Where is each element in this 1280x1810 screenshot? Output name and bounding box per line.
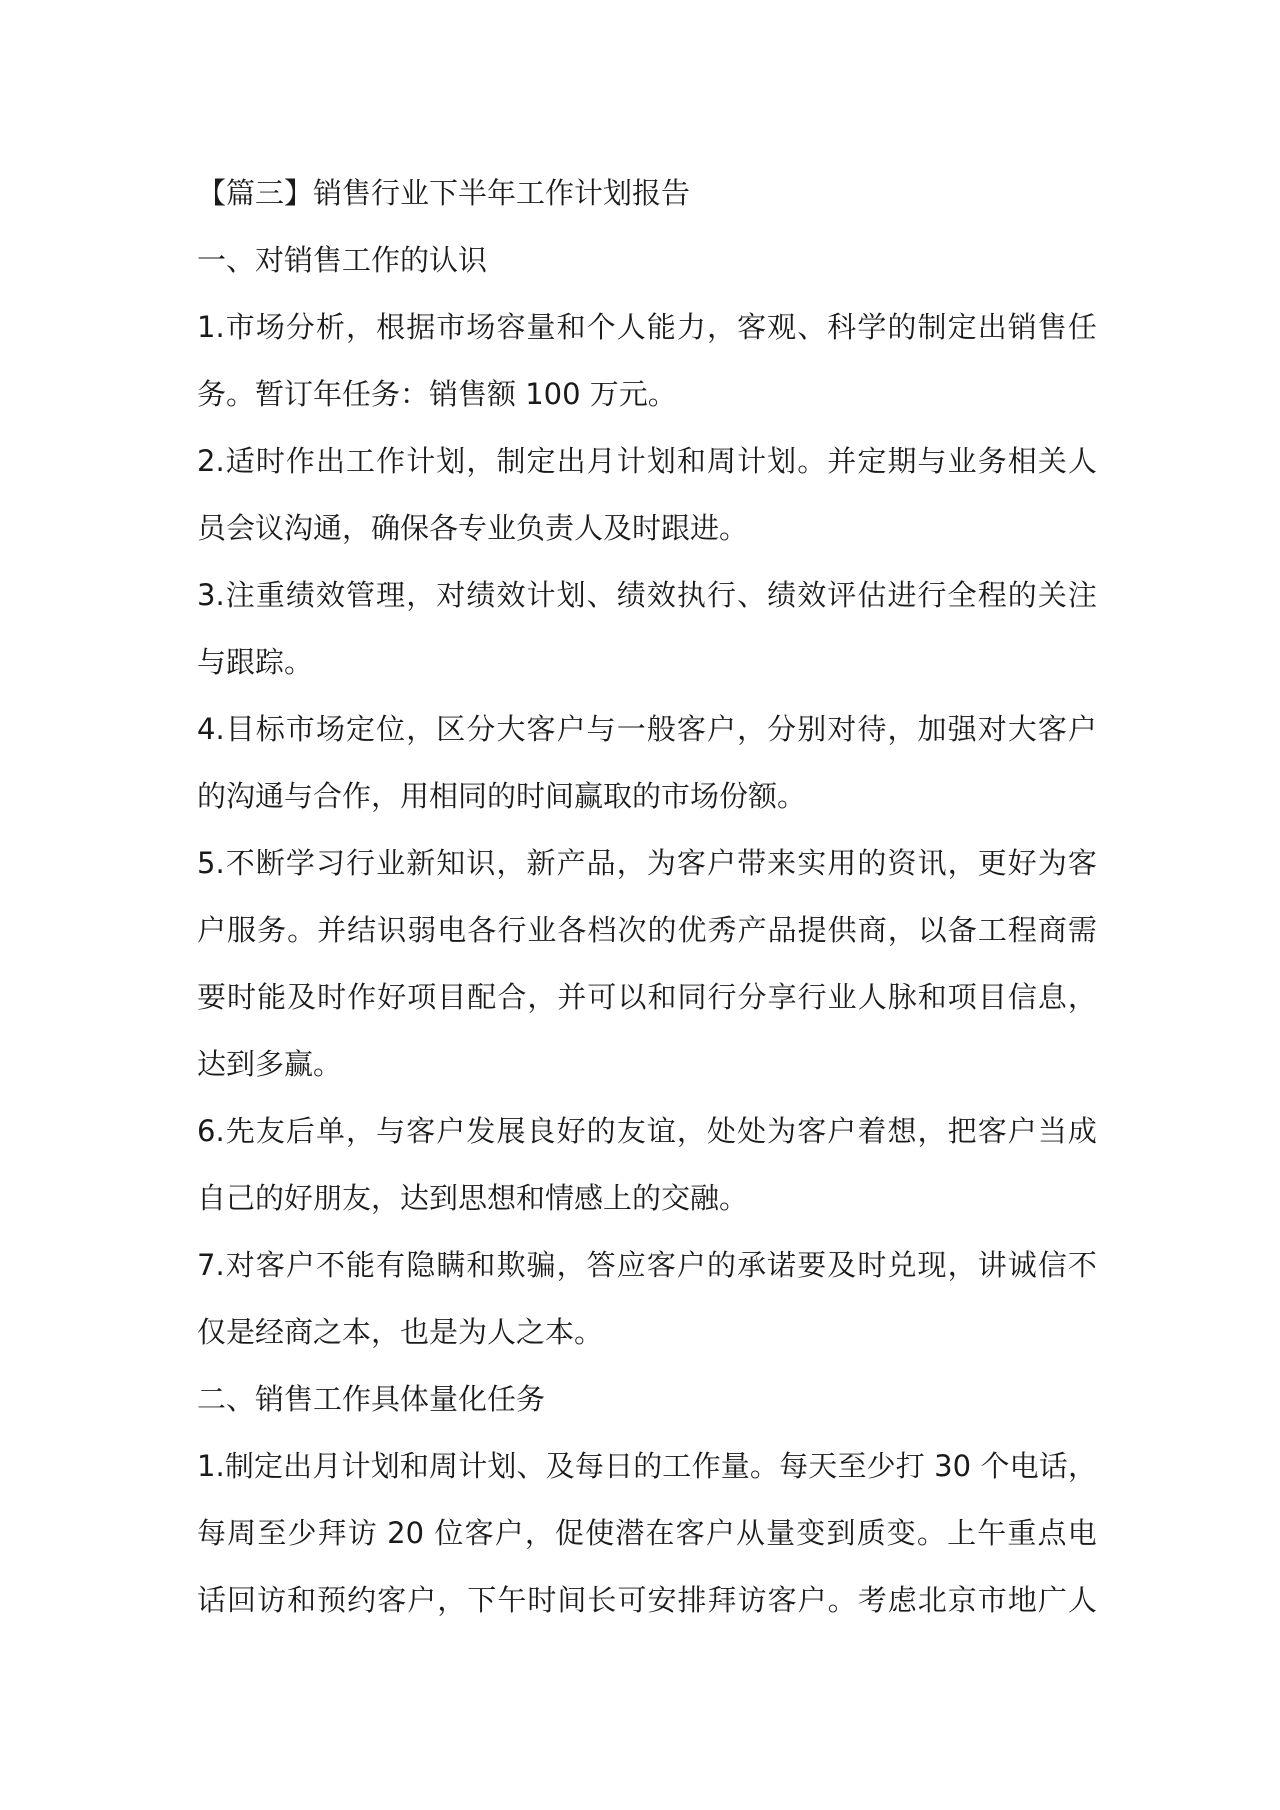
text-line: 务。暂订年任务：销售额 100 万元。 bbox=[197, 377, 677, 411]
text-line: 的沟通与合作，用相同的时间赢取的市场份额。 bbox=[197, 779, 807, 813]
text-line: 1. 制 定 出 月 计 划 和 周 计 划 、 及 每 日 的 工 作 量 。 每 天 至 少 打 30 个 电 话 ， bbox=[197, 1449, 1097, 1483]
text-line: 员会议沟通，确保各专业负责人及时跟进。 bbox=[197, 511, 749, 545]
text-line: 自己的好朋友，达到思想和情感上的交融。 bbox=[197, 1181, 749, 1215]
text-line: 2. 适 时 作 出 工 作 计 划 ， 制 定 出 月 计 划 和 周 计 划 。 并 定 期 与 业 务 相 关 人 bbox=[197, 444, 1097, 478]
text-line: 每 周 至 少 拜 访 20 位 客 户 ， 促 使 潜 在 客 户 从 量 变 到 质 变 。 上 午 重 点 电 bbox=[197, 1516, 1097, 1550]
document-title: 【篇三】销售行业下半年工作计划报告 bbox=[197, 176, 691, 210]
text-line: 达到多赢。 bbox=[197, 1047, 343, 1081]
text-line: 5. 不 断 学 习 行 业 新 知 识 ， 新 产 品 ， 为 客 户 带 来 实 用 的 资 讯 ， 更 好 为 客 bbox=[197, 846, 1097, 880]
text-line: 3. 注 重 绩 效 管 理 ， 对 绩 效 计 划 、 绩 效 执 行 、 绩 效 评 估 进 行 全 程 的 关 注 bbox=[197, 578, 1097, 612]
text-line: 一、对销售工作的认识 bbox=[197, 243, 488, 277]
text-line: 7. 对 客 户 不 能 有 隐 瞒 和 欺 骗 ， 答 应 客 户 的 承 诺 要 及 时 兑 现 ， 讲 诚 信 不 bbox=[197, 1248, 1097, 1282]
text-line: 要 时 能 及 时 作 好 项 目 配 合 ， 并 可 以 和 同 行 分 享 行 业 人 脉 和 项 目 信 息 ， bbox=[197, 980, 1097, 1014]
text-line: 仅是经商之本，也是为人之本。 bbox=[197, 1315, 604, 1349]
text-line: 话 回 访 和 预 约 客 户 ， 下 午 时 间 长 可 安 排 拜 访 客 户 。 考 虑 北 京 市 地 广 人 bbox=[197, 1583, 1097, 1617]
text-line: 6. 先 友 后 单 ， 与 客 户 发 展 良 好 的 友 谊 ， 处 处 为 客 户 着 想 ， 把 客 户 当 成 bbox=[197, 1114, 1097, 1148]
document-body bbox=[197, 160, 1097, 1634]
text-line: 4. 目 标 市 场 定 位 ， 区 分 大 客 户 与 一 般 客 户 ， 分 别 对 待 ， 加 强 对 大 客 户 bbox=[197, 712, 1097, 746]
text-line: 二、销售工作具体量化任务 bbox=[197, 1382, 546, 1416]
text-line: 与跟踪。 bbox=[197, 645, 314, 679]
text-line: 户 服 务 。 并 结 识 弱 电 各 行 业 各 档 次 的 优 秀 产 品 提 供 商 ， 以 备 工 程 商 需 bbox=[197, 913, 1097, 947]
text-line: 1. 市 场 分 析 ， 根 据 市 场 容 量 和 个 人 能 力 ， 客 观 、 科 学 的 制 定 出 销 售 任 bbox=[197, 310, 1097, 344]
